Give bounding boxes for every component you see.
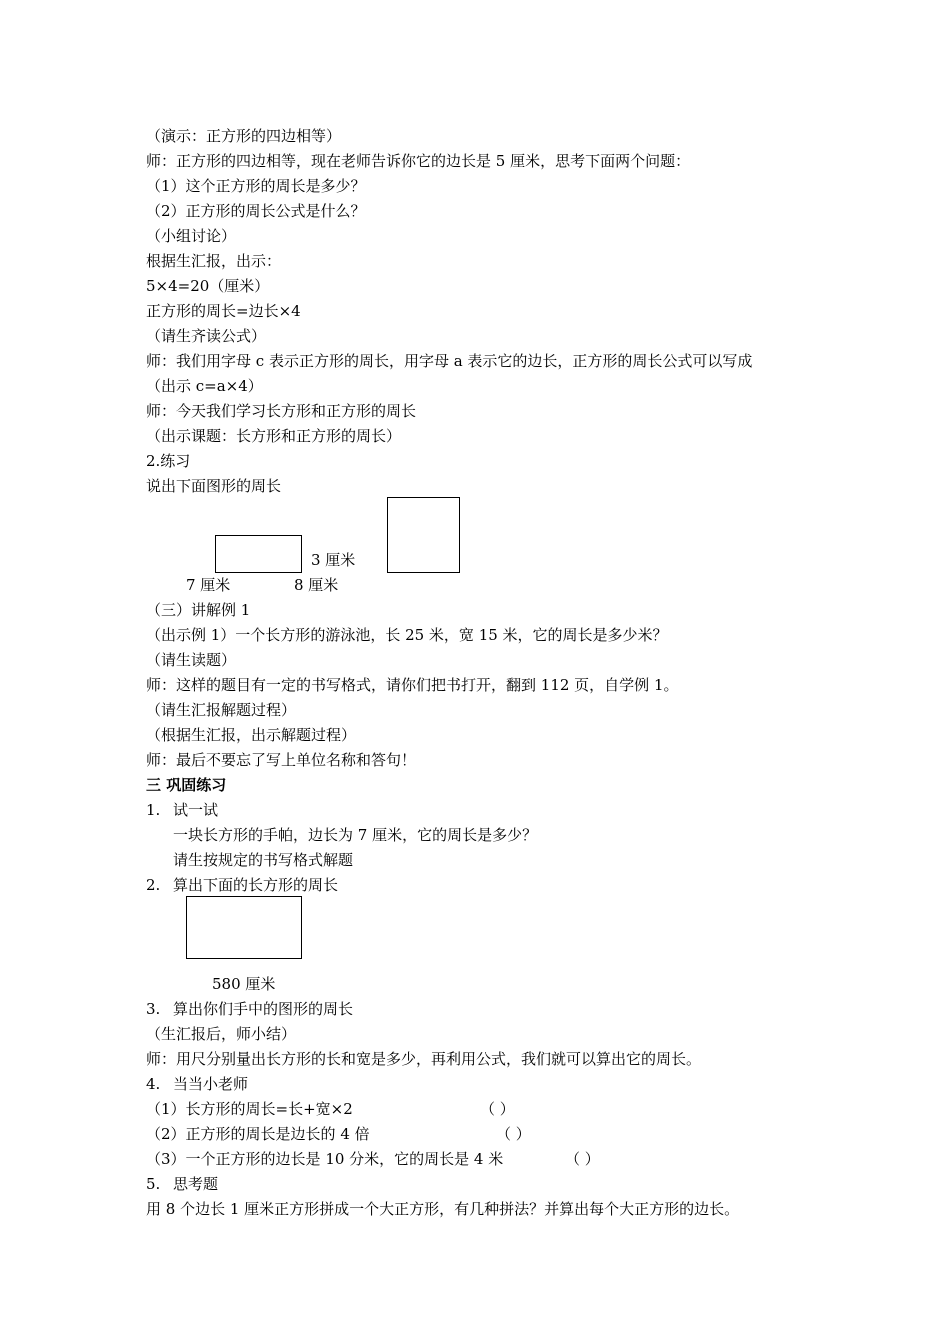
square-side-label: 8 厘米: [294, 576, 339, 594]
item-number: 5.: [146, 1175, 161, 1193]
square-figure: [387, 497, 460, 573]
text-line: （请生汇报解题过程）: [146, 701, 297, 719]
rect-label: 580 厘米: [212, 975, 276, 993]
text-line: 2.练习: [146, 452, 191, 470]
answer-blank: （ ）: [480, 1100, 515, 1118]
text-line: （2）正方形的周长公式是什么？: [146, 202, 366, 220]
item-number: 4.: [146, 1075, 161, 1093]
text-line: 请生按规定的书写格式解题: [173, 851, 354, 869]
text-line: （生汇报后，师小结）: [146, 1025, 297, 1043]
answer-blank: （ ）: [565, 1150, 600, 1168]
item-title: 思考题: [173, 1175, 219, 1193]
text-line: 正方形的周长=边长×4: [146, 302, 301, 320]
text-line: （小组讨论）: [146, 227, 237, 245]
text-line: 一块长方形的手帕，边长为 7 厘米，它的周长是多少？: [173, 826, 538, 844]
text-line: 5×4=20（厘米）: [146, 277, 270, 295]
statement: （1）长方形的周长=长+宽×2: [146, 1100, 353, 1118]
text-line: （根据生汇报，出示解题过程）: [146, 726, 357, 744]
item-title: 当当小老师: [173, 1075, 249, 1093]
rectangle-figure: [186, 896, 302, 959]
rect-height-label: 3 厘米: [311, 551, 356, 569]
rectangle-figure: [215, 535, 302, 573]
text-line: 师：我们用字母 c 表示正方形的周长，用字母 a 表示它的边长，正方形的周长公式可以写成: [146, 352, 753, 370]
text-line: （出示课题：长方形和正方形的周长）: [146, 427, 402, 445]
item-number: 3.: [146, 1000, 161, 1018]
item-number: 2.: [146, 876, 161, 894]
item-title: 试一试: [173, 801, 219, 819]
text-line: 师：今天我们学习长方形和正方形的周长: [146, 402, 417, 420]
text-line: 师：用尺分别量出长方形的长和宽是多少，再利用公式，我们就可以算出它的周长。: [146, 1050, 702, 1068]
section-heading: 三 巩固练习: [146, 776, 227, 794]
statement: （2）正方形的周长是边长的 4 倍: [146, 1125, 370, 1143]
item-number: 1.: [146, 801, 161, 819]
text-line: （出示 c=a×4）: [146, 377, 263, 395]
text-line: 用 8 个边长 1 厘米正方形拼成一个大正方形，有几种拼法？并算出每个大正方形的边长。: [146, 1200, 740, 1218]
text-line: 师：最后不要忘了写上单位名称和答句！: [146, 751, 417, 769]
text-line: 师：正方形的四边相等，现在老师告诉你它的边长是 5 厘米，思考下面两个问题：: [146, 152, 691, 170]
statement: （3）一个正方形的边长是 10 分米，它的周长是 4 米: [146, 1150, 504, 1168]
text-line: （三）讲解例 1: [146, 601, 251, 619]
text-line: （演示：正方形的四边相等）: [146, 127, 342, 145]
item-title: 算出你们手中的图形的周长: [173, 1000, 354, 1018]
text-line: （1）这个正方形的周长是多少？: [146, 177, 366, 195]
answer-blank: （ ）: [496, 1125, 531, 1143]
text-line: 根据生汇报，出示：: [146, 252, 282, 270]
text-line: （请生读题）: [146, 651, 237, 669]
rect-width-label: 7 厘米: [186, 576, 231, 594]
text-line: 师：这样的题目有一定的书写格式，请你们把书打开，翻到 112 页，自学例 1。: [146, 676, 679, 694]
text-line: 说出下面图形的周长: [146, 477, 282, 495]
text-line: （请生齐读公式）: [146, 327, 267, 345]
item-title: 算出下面的长方形的周长: [173, 876, 339, 894]
text-line: （出示例 1）一个长方形的游泳池，长 25 米，宽 15 米，它的周长是多少米？: [146, 626, 668, 644]
